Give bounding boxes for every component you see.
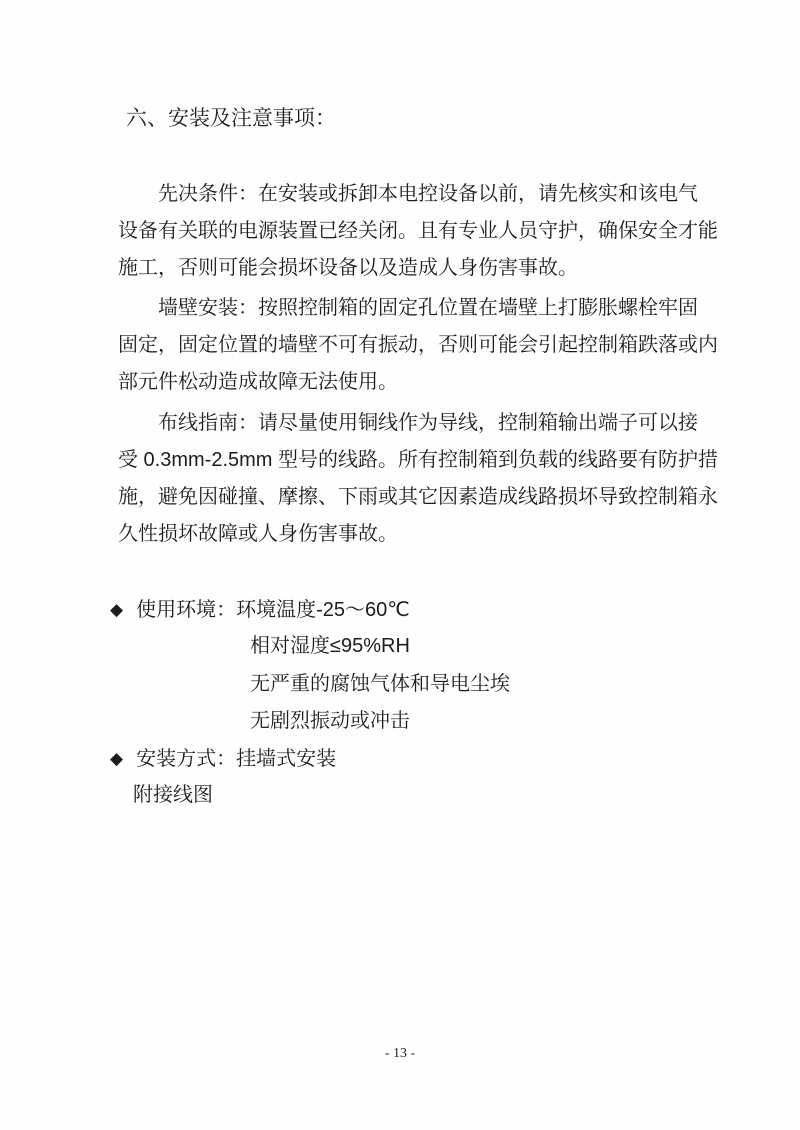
paragraph-line: 部元件松动造成故障无法使用。	[118, 371, 398, 393]
section-title: 六、安装及注意事项：	[126, 107, 336, 130]
environment-condition: 相对湿度≤95%RH	[250, 635, 410, 657]
paragraph-prerequisites	[118, 176, 738, 287]
paragraph-line: 布线指南：请尽量使用铜线作为导线，控制箱输出端子可以接	[158, 412, 698, 434]
paragraph-line: 墙壁安装：按照控制箱的固定孔位置在墙壁上打膨胀螺栓牢固	[158, 297, 698, 319]
paragraph-line: 固定，固定位置的墙壁不可有振动，否则可能会引起控制箱跌落或内	[118, 334, 718, 356]
bullet-value: 环境温度-25～60℃	[236, 599, 410, 621]
bullet-label: 安装方式：	[136, 748, 237, 770]
paragraph-line: 受 0.3mm-2.5mm 型号的线路。所有控制箱到负载的线路要有防护措	[118, 449, 719, 471]
page-number: - 13 -	[384, 1046, 416, 1061]
bullet-label: 使用环境：	[136, 599, 237, 621]
paragraph-wall-mounting	[118, 290, 738, 401]
diamond-bullet-icon: ◆	[110, 749, 124, 768]
paragraph-wiring-guide	[118, 405, 738, 553]
bullet-mounting-method	[110, 740, 336, 778]
environment-condition: 无剧烈振动或冲击	[250, 710, 410, 732]
bullet-value: 挂墙式安装	[236, 748, 337, 770]
environment-condition: 无严重的腐蚀气体和导电尘埃	[250, 672, 510, 695]
environment-condition-list	[250, 628, 510, 741]
attachment-note: 附接线图	[133, 784, 213, 806]
paragraph-line: 先决条件：在安装或拆卸本电控设备以前，请先核实和该电气	[158, 183, 698, 205]
paragraph-line: 施工，否则可能会损坏设备以及造成人身伤害事故。	[118, 257, 578, 279]
paragraph-line: 施，避免因碰撞、摩擦、下雨或其它因素造成线路损坏导致控制箱永	[118, 486, 718, 508]
paragraph-line: 久性损坏故障或人身伤害事故。	[118, 523, 398, 545]
bullet-operating-environment	[110, 591, 410, 629]
diamond-bullet-icon: ◆	[110, 600, 124, 619]
paragraph-line: 设备有关联的电源装置已经关闭。且有专业人员守护，确保安全才能	[118, 220, 718, 242]
